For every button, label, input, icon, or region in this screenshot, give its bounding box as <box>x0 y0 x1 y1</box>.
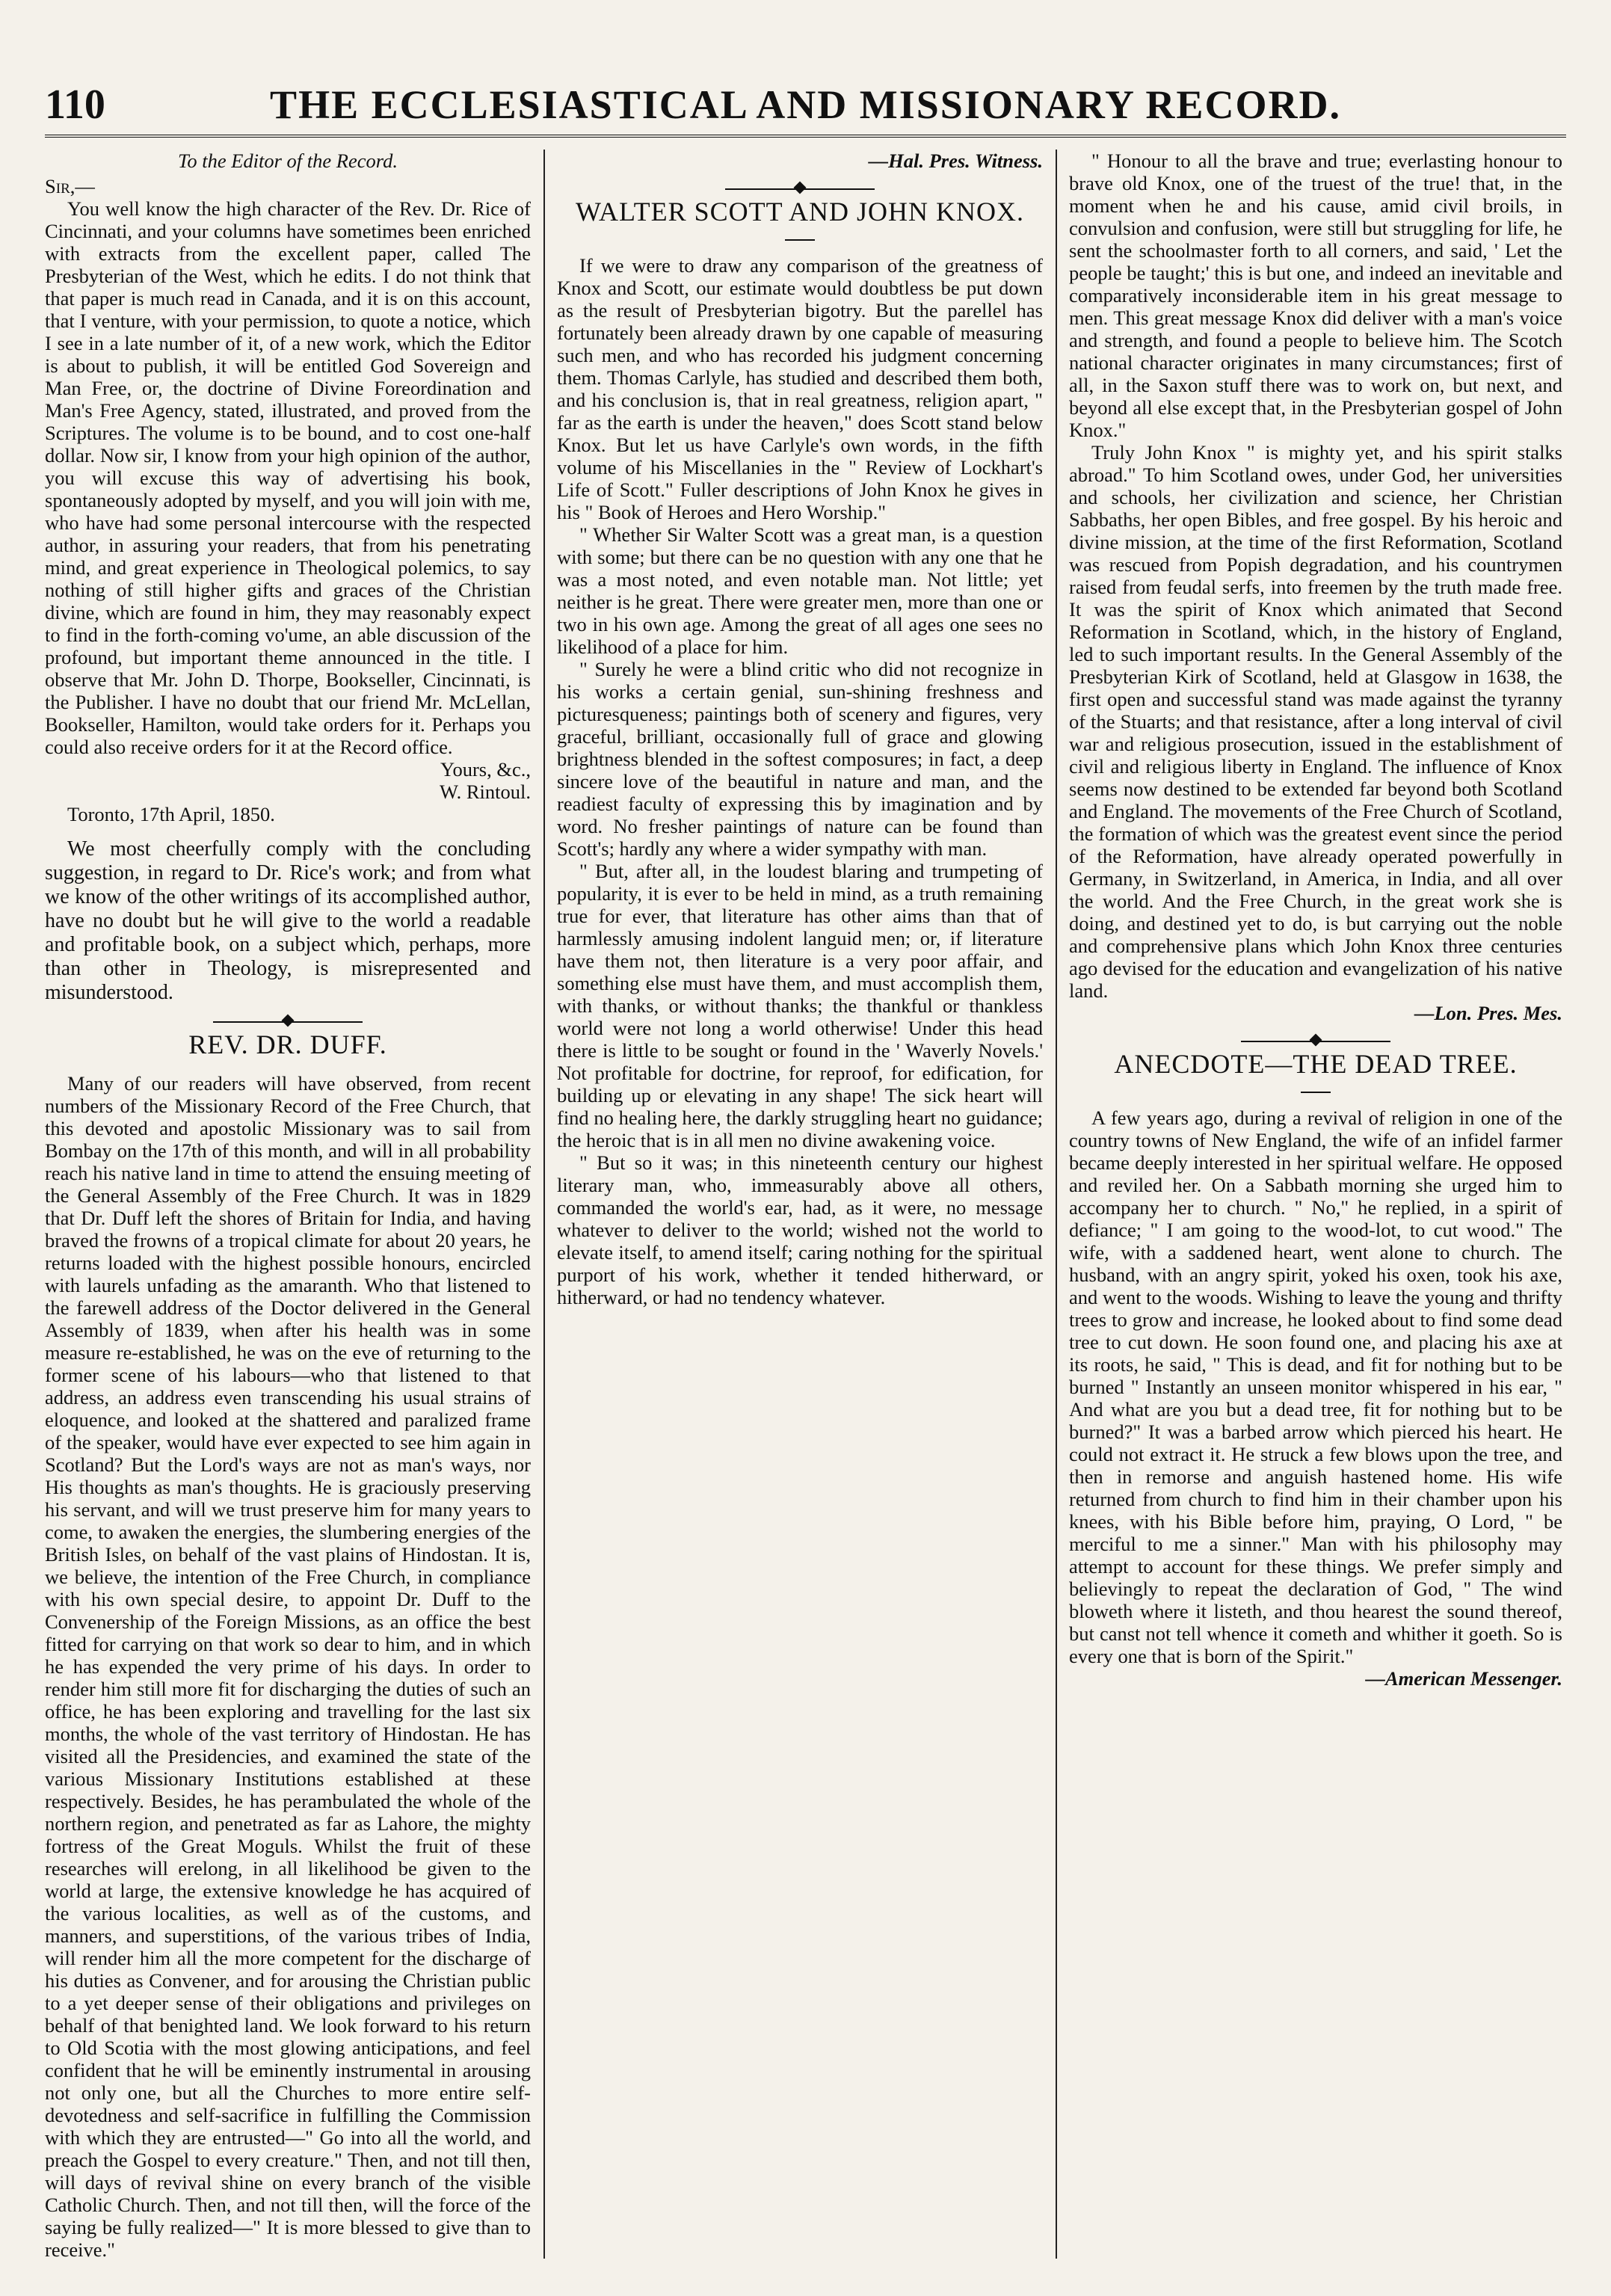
article-paragraph: If we were to draw any comparison of the greatness of Knox and Scott, our estimate would doubtless be put down as the result of Presbyterian bigotry. But the parellel has fortunately been already drawn by one capable of measuring such men, and who has recorded his judgment concerning them. Thomas Carlyle, has studied and described them both, and his conclusion is, that in real greatness, religion apart, " far as the earth is under the heaven," does Scott stand below Knox. But let us have Carlyle's own words, in the fifth volume of his Miscellanies in the " Review of Lockhart's Life of Scott." Fuller descriptions of John Knox he gives in his " Book of Heroes and Hero Worship." <box>557 254 1043 523</box>
article-paragraph: A few years ago, during a revival of religion in one of the country towns of New England, the wife of an infidel farmer became deeply interested in her spiritual welfare. He opposed and reviled her. On a Sabbath morning she urged him to accompany her to church. " No," he replied, in a spirit of defiance; " I am going to the wood-lot, to cut wood." The wife, with a saddened heart, went alone to church. The husband, with an angry spirit, yoked his oxen, took his axe, and went to the woods. Wishing to leave the young and thrifty trees to grow and increase, he looked about to find some dead tree to cut down. He soon found one, and placing his axe at its roots, he said, " This is dead, and fit for nothing but to be burned " Instantly an unseen monitor whispered in his ear, " And what are you but a dead tree, fit for nothing but to be burned?" It was a barbed arrow which pierced his heart. He could not extract it. He struck a few blows upon the tree, and then in remorse and anguish hastened home. His wife returned from church to find him in their chamber upon his knees, with his Bible before him, praying, O Lord, " be merciful to me a sinner." Man with his philosophy may attempt to account for these things. We prefer simply and believingly to repeat the declaration of God, " The wind bloweth where it listeth, and thou hearest the sound thereof, but canst not tell whence it cometh and whither it goeth. So is every one that is born of the Spirit." <box>1069 1107 1562 1667</box>
article-source-duff: —Hal. Pres. Witness. <box>868 150 1043 172</box>
column-2 <box>557 150 1043 2266</box>
section-divider <box>725 188 875 190</box>
article-paragraph: " Honour to all the brave and true; everlasting honour to brave old Knox, one of the truest of the true! that, in the moment when he and his cause, amid civil broils, in convulsion and confusion, were still but struggling for life, he sent the schoolmaster forth to all corners, and said, ' Let the people be taught;' this is but one, and indeed an inevitable and comparatively inconsiderable item in his great message to men. This great message Knox did deliver with a man's voice and strength, and found a people to believe him. The Scotch national character originates in many circumstances; first of all, in the Saxon stuff there was to work on, but next, and beyond all else except that, in the Presbyterian gospel of John Knox." <box>1069 150 1562 441</box>
section-divider <box>1241 1041 1390 1042</box>
article-title-anecdote: ANECDOTE—THE DEAD TREE. <box>1114 1049 1518 1079</box>
article-paragraph: Truly John Knox " is mighty yet, and his spirit stalks abroad." To him Scotland owes, under God, her universities and schools, her civilization and science, her Christian Sabbaths, her open Bibles, and free gospel. By his heroic and divine mission, at the time of the first Reformation, Scotland was rescued from Popish degradation, and his countrymen raised from feudal serfs, into freemen by the truth made free. It was the spirit of Knox which animated that Second Reformation in Scotland, which, in the history of England, led to such important results. In the General Assembly of the Presbyterian Kirk of Scotland, held at Glasgow in 1638, the first open and successful stand was made against the tyranny of the Stuarts; and that resistance, after a long interval of civil war and religious prosecution, issued in the establishment of civil and religious liberty in England. The influence of Knox seems now destined to be extended far beyond both Scotland and England. The movements of the Free Church of Scotland, the formation of which was the greatest event since the period of the Reformation, have already operated powerfully in Germany, in Switzerland, in America, in India, and all over the world. And the Free Church, in the great work she is doing, and destined yet to do, is but carrying out the noble and comprehensive plans which John Knox three centuries ago devised for the education and evangelization of his native land. <box>1069 441 1562 1002</box>
letter-address: To the Editor of the Record. <box>178 150 398 172</box>
article-paragraph: " Whether Sir Walter Scott was a great man, is a question with some; but there can be no question with any one that he was a most noted, and even notable man. Not little; yet neither is he great. There were greater men, more than one or two in his own age. Among the great of all ages one sees no likelihood of a place for him. <box>557 523 1043 658</box>
article-title-scott-knox: WALTER SCOTT AND JOHN KNOX. <box>575 197 1025 227</box>
title-rule <box>1301 1092 1331 1093</box>
title-rule <box>785 239 815 241</box>
letter-dateline: Toronto, 17th April, 1850. <box>67 803 275 825</box>
editor-reply: We most cheerfully comply with the concluding suggestion, in regard to Dr. Rice's work; and from what we know of the other writings of its accomplished author, have no doubt but he will give to the world a readable and profitable book, on a subject which, perhaps, more than other in Theology, is misrepresented and misunderstood. <box>45 837 531 1004</box>
article-paragraph: " Surely he were a blind critic who did not recognize in his works a certain genial, sun-shining freshness and picturesqueness; paintings both of scenery and figures, very graceful, brilliant, occasionally full of grace and glowing brightness blended in the softest composures; in fact, a deep sincere love of the beautiful in nature and man, and the readiest faculty of expressing this by imagination and by word. No fresher paintings of nature can be found than Scott's; hardly any where a wider sympathy with man. <box>557 658 1043 860</box>
section-divider <box>213 1021 363 1023</box>
article-paragraph: " But, after all, in the loudest blaring and trumpeting of popularity, it is ever to be held in mind, as a truth remaining true for ever, that literature has other aims than that of harmlessly amusing indolent languid men; or, if literature have them not, then literature is a very poor affair, and something else must have them, and must accomplish them, with thanks, or without thanks; the thankful or thankless world were not long a world otherwise! Under this head there is little to be sought or found in the ' Waverly Novels.' Not profitable for doctrine, for reproof, for edification, for building up or elevating in any shape! The sick heart will find no healing here, the darkly struggling heart no guidance; the heroic that is in all men no divine awakening voice. <box>557 860 1043 1151</box>
letter-salutation: Sir,— <box>45 175 95 197</box>
article-source-scott-knox: —Lon. Pres. Mes. <box>1414 1002 1562 1024</box>
column-1 <box>45 150 531 2266</box>
letter-signature: W. Rintoul. <box>440 781 531 803</box>
article-paragraph: " But so it was; in this nineteenth century our highest literary man, who, immeasurably above all others, commanded the world's ear, had, as it were, no message whatever to deliver to the world; wished not the world to elevate itself, to amend itself; caring nothing for the spiritual purport of his work, whether it tended hitherward, or hitherward, or had no tendency whatever. <box>557 1151 1043 1308</box>
article-paragraph: Many of our readers will have observed, from recent numbers of the Missionary Record of the Free Church, that this devoted and apostolic Missionary was to sail from Bombay on the 17th of this month, and will in all probability reach his native land in time to attend the ensuing meeting of the General Assembly of the Free Church. It was in 1829 that Dr. Duff left the shores of Britain for India, and having braved the frowns of a tropical climate for about 20 years, he returns loaded with the highest possible honours, encircled with laurels unfading as the amaranth. Who that listened to the farewell address of the Doctor delivered in the General Assembly of 1839, when after his health was in some measure re-established, he was on the eve of returning to the former scene of his labours—who that listened to that address, an address even transcending his usual strains of eloquence, and looked at the shattered and paralized frame of the speaker, would have ever expected to see him again in Scotland? But the Lord's ways are not as man's ways, nor His thoughts as man's thoughts. He is graciously preserving his servant, and will we trust preserve him for many years to come, to awaken the energies, the slumbering energies of the British Isles, on behalf of the vast plains of Hindostan. It is, we believe, the intention of the Free Church, in compliance with his own special desire, to appoint Dr. Duff to the Convenership of the Foreign Missions, as an office the best fitted for carrying on that work so dear to him, and in which he has expended the very prime of his days. In order to render him still more fit for discharging the duties of such an office, he has been exploring and travelling for the last six months, the whole of the vast territory of Hindostan. He has visited all the Presidencies, and examined the state of the various Missionary Institutions established at these respectively. Besides, he has perambulated the whole of the northern region, and penetrated as far as Lahore, the mighty fortress of the Great Moguls. Whilst the fruit of these researches will erelong, in all likelihood be given to the world at large, the extensive knowledge he has acquired of the various localities, as well as of the customs, and manners, and superstitions, of the various tribes of India, will render him all the more competent for the discharge of his duties as Convener, and for arousing the Christian public to a yet deeper sense of their obligations and privileges on behalf of that benighted land. We look forward to his return to Old Scotia with the most glowing anticipations, and feel confident that he will be eminently instrumental in arousing not only one, but all the Churches to more entire self-devotedness and self-sacrifice in fulfilling the Commission with which they are entrusted—" Go into all the world, and preach the Gospel to every creature." Then, and not till then, will days of revival shine on every branch of the visible Catholic Church. Then, and not till then, will the force of the saying be fully realized—" It is more blessed to give than to receive." <box>45 1072 531 2261</box>
article-source-anecdote: —American Messenger. <box>1365 1667 1562 1690</box>
page-header <box>45 75 1566 138</box>
page-number: 110 <box>45 81 105 128</box>
column-rule <box>1056 150 1057 2259</box>
letter-body: You well know the high character of the Rev. Dr. Rice of Cincinnati, and your columns have sometimes been enriched with extracts from the excellent paper, called The Presbyterian of the West, which he edits. I do not think that that paper is much read in Canada, and it is on this account, that I venture, with your permission, to quote a notice, which I see in a late number of it, of a new work, which the Editor is about to publish, it will be entitled God Sovereign and Man Free, or, the doctrine of Divine Foreordination and Man's Free Agency, stated, illustrated, and proved from the Scriptures. The volume is to be bound, and to cost one-half dollar. Now sir, I know from your high opinion of the author, you will excuse this way of advertising his book, spontaneously adopted by myself, and you will join with me, who have had some personal intercourse with the respected author, in assuring your readers, that from his penetrating mind, and great experience in Theological polemics, to say nothing of still higher gifts and graces of the Christian divine, which are found in him, they may reasonably expect to find in the forth-coming vo'ume, an able discussion of the profound, but important theme announced in the title. I observe that Mr. John D. Thorpe, Bookseller, Cincinnati, is the Publisher. I have no doubt that our friend Mr. McLellan, Bookseller, Hamilton, would take orders for it. Perhaps you could also receive orders for it at the Record office. <box>45 197 531 758</box>
article-title-duff: REV. DR. DUFF. <box>188 1029 387 1059</box>
letter-closing: Yours, &c., <box>440 758 531 781</box>
running-title: THE ECCLESIASTICAL AND MISSIONARY RECORD. <box>270 82 1341 127</box>
column-rule <box>543 150 545 2259</box>
column-3 <box>1069 150 1562 2266</box>
